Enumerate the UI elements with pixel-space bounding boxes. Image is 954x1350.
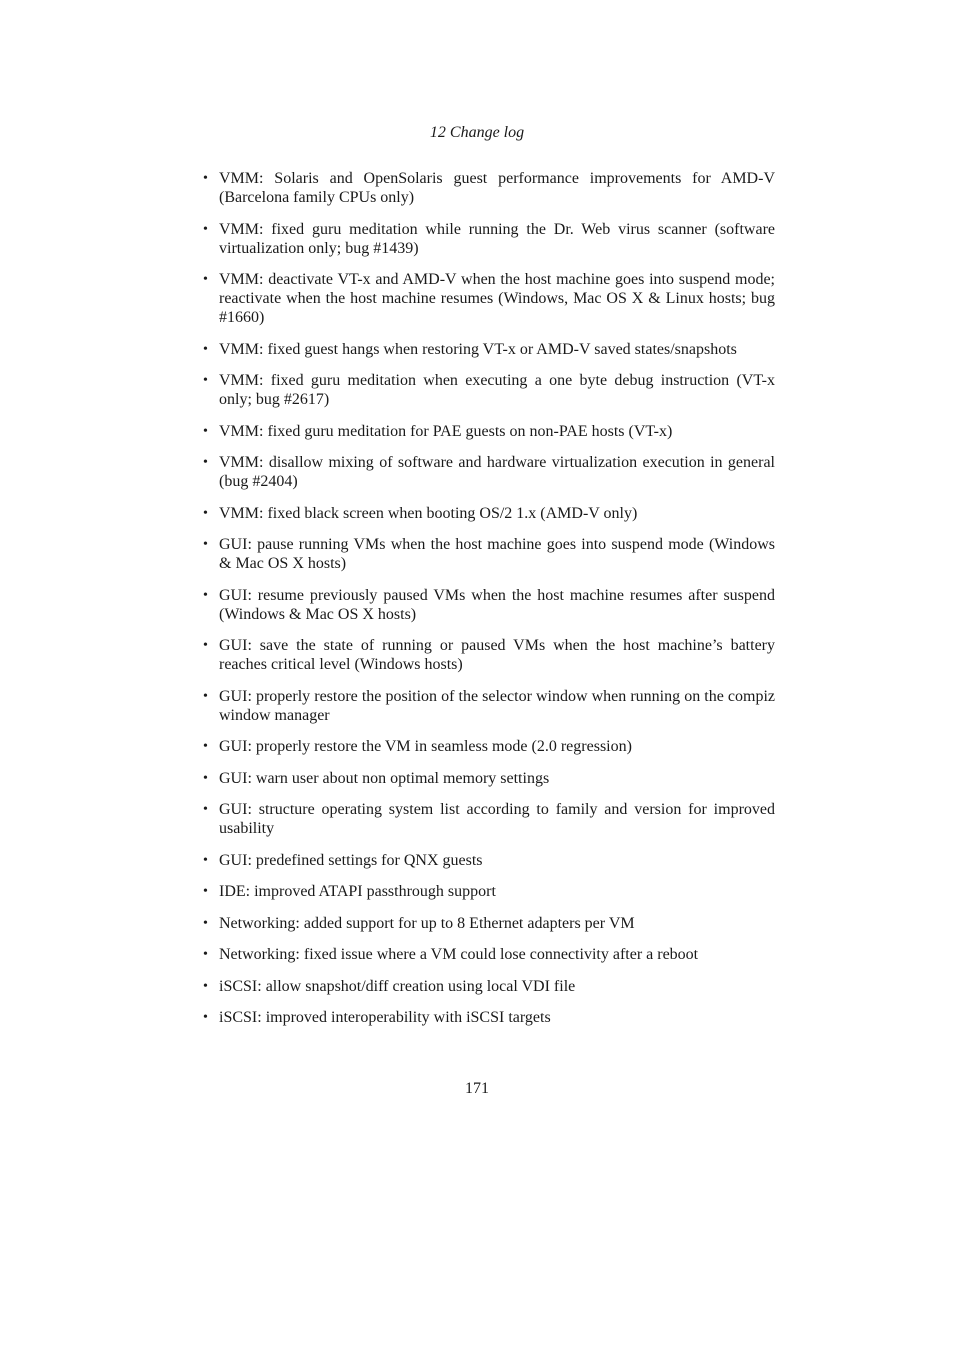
list-item-text: GUI: structure operating system list according to family and version for improved usability xyxy=(219,801,775,837)
list-item xyxy=(201,636,775,674)
bullet-icon: • xyxy=(203,915,208,931)
list-item-text: GUI: save the state of running or paused VMs when the host machine’s battery reaches critical level (Windows hosts) xyxy=(219,637,775,673)
bullet-icon: • xyxy=(203,537,208,552)
bullet-icon: • xyxy=(203,1010,208,1025)
list-item xyxy=(201,340,775,359)
list-item-text: VMM: fixed black screen when booting OS/2 1.x (AMD-V only) xyxy=(219,504,638,522)
bullet-icon: • xyxy=(203,638,208,653)
list-item xyxy=(201,945,775,964)
list-item-text: VMM: fixed guru meditation while running the Dr. Web virus scanner (software virtualization only; bug #1439) xyxy=(219,220,775,257)
bullet-icon: • xyxy=(203,739,208,754)
list-item xyxy=(201,535,775,573)
bullet-icon: • xyxy=(203,455,208,470)
list-item-text: VMM: fixed guru meditation when executing a one byte debug instruction (VT-x only; bug #2617) xyxy=(219,372,775,408)
list-item-text: VMM: disallow mixing of software and hardware virtualization execution in general (bug #2404) xyxy=(219,454,775,490)
list-item-text: VMM: fixed guest hangs when restoring VT-x or AMD-V saved states/snapshots xyxy=(219,340,737,358)
list-item xyxy=(201,882,775,901)
list-item-text: IDE: improved ATAPI passthrough support xyxy=(219,883,496,900)
list-item-text: GUI: pause running VMs when the host machine goes into suspend mode (Windows & Mac OS X hosts) xyxy=(219,536,775,572)
list-item xyxy=(201,687,775,725)
bullet-icon: • xyxy=(203,587,208,603)
change-log-list xyxy=(201,169,775,1040)
bullet-icon: • xyxy=(203,171,208,186)
list-item xyxy=(201,914,775,933)
list-item xyxy=(201,453,775,491)
list-item xyxy=(201,851,775,870)
bullet-icon: • xyxy=(203,221,208,237)
list-item-text: GUI: properly restore the VM in seamless mode (2.0 regression) xyxy=(219,738,632,755)
list-item-text: GUI: properly restore the position of the selector window when running on the compiz window manager xyxy=(219,687,775,724)
list-item xyxy=(201,1008,775,1027)
list-item-text: VMM: Solaris and OpenSolaris guest performance improvements for AMD-V (Barcelona family CPUs only) xyxy=(219,170,775,206)
list-item xyxy=(201,737,775,756)
bullet-icon: • xyxy=(203,272,208,287)
list-item xyxy=(201,169,775,207)
list-item-text: GUI: warn user about non optimal memory settings xyxy=(219,769,550,787)
list-item-text: Networking: fixed issue where a VM could lose connectivity after a reboot xyxy=(219,946,699,963)
list-item-text: GUI: resume previously paused VMs when the host machine resumes after suspend (Windows & Mac OS X hosts) xyxy=(219,586,775,623)
list-item-text: GUI: predefined settings for QNX guests xyxy=(219,851,483,869)
list-item xyxy=(201,220,775,258)
bullet-icon: • xyxy=(203,947,208,962)
list-item xyxy=(201,422,775,441)
list-item xyxy=(201,800,775,838)
list-item xyxy=(201,504,775,523)
list-item xyxy=(201,586,775,624)
bullet-icon: • xyxy=(203,341,208,357)
list-item xyxy=(201,371,775,409)
bullet-icon: • xyxy=(203,884,208,899)
list-item xyxy=(201,769,775,788)
bullet-icon: • xyxy=(203,373,208,388)
bullet-icon: • xyxy=(203,505,208,521)
list-item-text: Networking: added support for up to 8 Ethernet adapters per VM xyxy=(219,914,635,932)
bullet-icon: • xyxy=(203,852,208,868)
list-item-text: VMM: deactivate VT-x and AMD-V when the host machine goes into suspend mode; reactivate when the host machine resumes (Windows, Mac OS X & Linux hosts; bug #1660) xyxy=(219,271,775,326)
list-item-text: iSCSI: improved interoperability with iSCSI targets xyxy=(219,1009,551,1026)
bullet-icon: • xyxy=(203,423,208,439)
list-item xyxy=(201,270,775,327)
bullet-icon: • xyxy=(203,978,208,994)
bullet-icon: • xyxy=(203,770,208,786)
list-item-text: VMM: fixed guru meditation for PAE guests on non-PAE hosts (VT-x) xyxy=(219,422,673,440)
bullet-icon: • xyxy=(203,688,208,704)
running-head: 12 Change log xyxy=(429,124,525,141)
page-number: 171 xyxy=(465,1080,489,1097)
bullet-icon: • xyxy=(203,802,208,817)
list-item-text: iSCSI: allow snapshot/diff creation using local VDI file xyxy=(219,977,576,995)
list-item xyxy=(201,977,775,996)
